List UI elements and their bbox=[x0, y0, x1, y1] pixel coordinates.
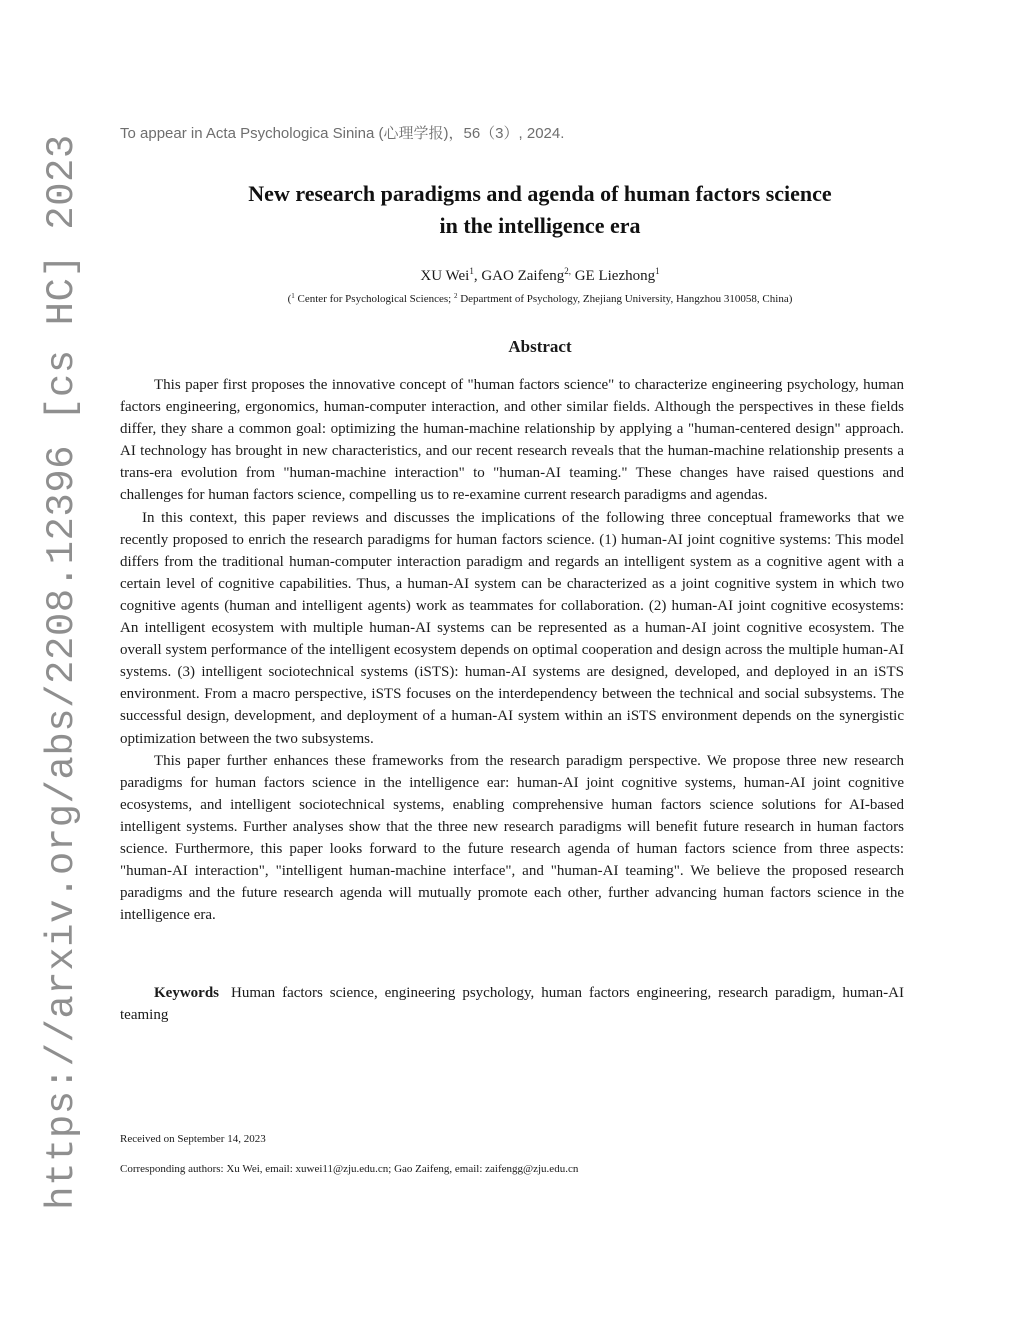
abstract-paragraph: This paper first proposes the innovative concept of "human factors science" to characterize engineering psychology, human factors engineering, ergonomics, human-computer interaction, and other similar fields. Although the perspectives in these fields differ, they share a common goal: optimizing the human-machine relationship by applying a "human-centered design" approach. AI technology has brought in new characteristics, and our recent research reveals that the human-machine relationship presents a trans-era evolution from "human-machine interaction" to "human-AI teaming." These changes have raised questions and challenges for human factors science, compelling us to re-examine current research paradigms and agendas. bbox=[120, 377, 904, 504]
author-name: XU Wei bbox=[420, 268, 470, 284]
affiliation-number: 1 bbox=[291, 292, 295, 300]
received-date: Received on September 14, 2023 bbox=[120, 1133, 266, 1145]
journal-note: To appear in Acta Psychologica Sinina (心理学报)，56（3）, 2024. bbox=[120, 125, 565, 142]
author-separator: , bbox=[473, 268, 482, 284]
author-name: GE Liezhong bbox=[574, 268, 656, 284]
arxiv-identifier-stamp: https://arxiv.org/abs/2208.12396 [cs HC] 2023 bbox=[40, 134, 84, 1210]
abstract-body bbox=[120, 374, 904, 926]
affiliation-text: Center for Psychological Sciences; bbox=[294, 293, 454, 305]
author-affiliation-mark: 2, bbox=[564, 266, 571, 276]
keywords-label: Keywords bbox=[154, 985, 219, 1001]
affiliation-open-paren: ( bbox=[287, 293, 292, 305]
author-name: GAO Zaifeng bbox=[481, 268, 565, 284]
affiliation-text: Department of Psychology, Zhejiang University, Hangzhou 310058, China) bbox=[457, 293, 793, 305]
affiliation-number: 2 bbox=[453, 292, 458, 300]
keywords-text: Human factors science, engineering psychology, human factors engineering, research paradigm, human-AI teaming bbox=[120, 985, 904, 1024]
paper-title bbox=[120, 178, 960, 242]
affiliations bbox=[120, 292, 960, 305]
abstract-paragraph: This paper further enhances these frameworks from the research paradigm perspective. We propose three new research paradigms for human factors science in the intelligence ear: human-AI joint cognitive systems, human-AI joint cognitive ecosystems, and intelligent sociotechnical systems, enabling comprehensive human factors science solutions for AI-based intelligent systems. Further analyses show that the three new research paradigms will benefit future research in human factors science. Furthermore, this paper looks forward to the future research agenda of human factors science from three aspects: "human-AI interaction", "intelligent human-machine interface", and "human-AI teaming". We believe the proposed research paradigms and the future research agenda will mutually promote each other, further advancing human factors science in the intelligence era. bbox=[120, 752, 904, 924]
author-affiliation-mark: 1 bbox=[469, 266, 474, 276]
keywords bbox=[120, 982, 904, 1026]
author-affiliation-mark: 1 bbox=[655, 266, 660, 276]
corresponding-authors: Corresponding authors: Xu Wei, email: xuwei11@zju.edu.cn; Gao Zaifeng, email: zaifengg@zju.edu.cn bbox=[120, 1163, 579, 1175]
paper-title-line-2: in the intelligence era bbox=[439, 213, 641, 238]
author-list bbox=[120, 266, 960, 285]
paper-title-line-1: New research paradigms and agenda of human factors science bbox=[248, 181, 832, 206]
abstract-paragraph: In this context, this paper reviews and discusses the implications of the following three conceptual frameworks that we recently proposed to enrich the research paradigms for human factors science. (1) human-AI joint cognitive systems: This model differs from the traditional human-computer interaction paradigm and regards an intelligent system as a cognitive agent with a certain level of cognitive capabilities. Thus, a human-AI system can be characterized as a joint cognitive system in which two cognitive agents (human and intelligent agents) work as teammates for collaboration. (2) human-AI joint cognitive ecosystems: An intelligent ecosystem with multiple human-AI systems can be represented as a human-AI joint cognitive ecosystem. The overall system performance of the intelligent ecosystem depends on optimal cooperation and design across the multiple human-AI systems. (3) intelligent sociotechnical systems (iSTS): human-AI systems are designed, developed, and deployed in an iSTS environment. From a macro perspective, iSTS focuses on the interdependency between the technical and social subsystems. The successful design, development, and deployment of a human-AI system within an iSTS environment depends on the synergistic optimization between the two subsystems. bbox=[120, 509, 904, 747]
abstract-heading: Abstract bbox=[508, 337, 572, 356]
